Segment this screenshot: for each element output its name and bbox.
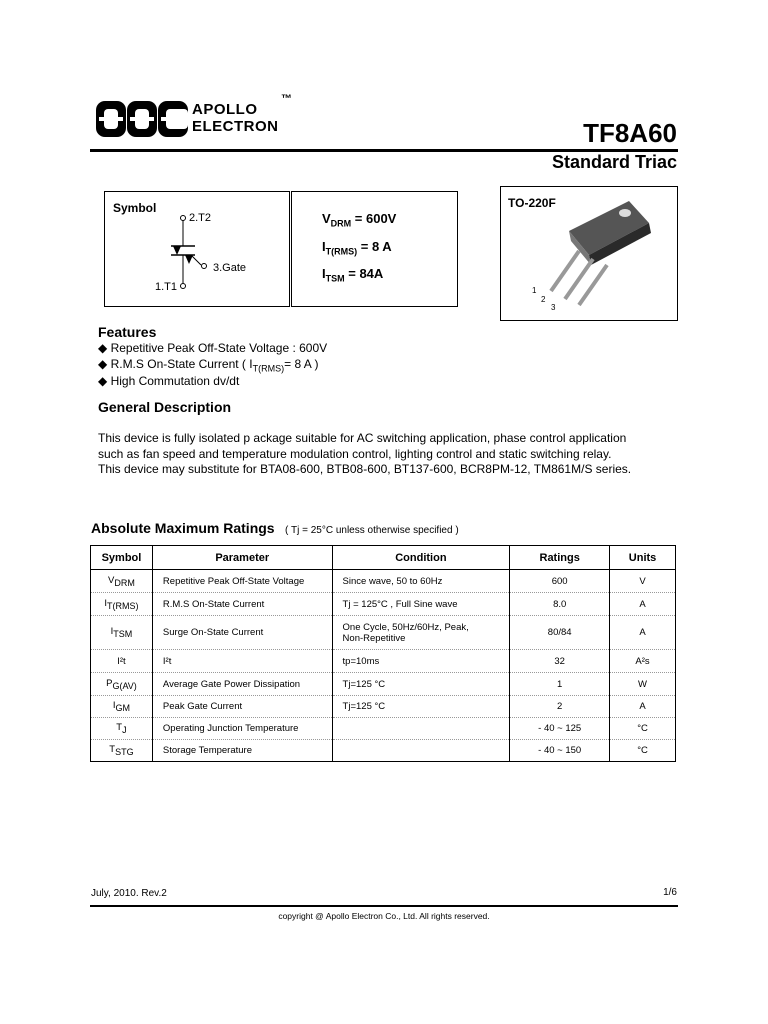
- condition-cell: tp=10ms: [332, 650, 510, 673]
- spec-vdrm: $V_{DRM} = 600V$: [322, 211, 397, 229]
- triac-symbol-icon: [165, 214, 215, 290]
- condition-cell: Since wave, 50 to 60Hz: [332, 570, 510, 593]
- table-row: [91, 570, 676, 593]
- table-row: [91, 718, 676, 740]
- feature-item: ◆ R.M.S On-State Current ( $I_{T(RMS)}= 8$ A ): [98, 357, 319, 374]
- column-header: Symbol: [91, 546, 153, 570]
- symbol-title: Symbol: [113, 201, 157, 215]
- part-number: TF8A60: [583, 118, 677, 148]
- trademark-symbol: ™: [281, 93, 292, 105]
- unit-cell: V: [610, 570, 676, 593]
- package-title: TO-220F: [508, 196, 556, 210]
- symbol-cell: $P_{G(AV)}$: [91, 673, 153, 696]
- features-heading: Features: [98, 324, 157, 340]
- table-row: [91, 740, 676, 762]
- column-header: Condition: [332, 546, 510, 570]
- unit-cell: A: [610, 616, 676, 650]
- footer-rule: [90, 905, 678, 907]
- pin-2-label: 2: [541, 295, 546, 304]
- table-header-row: [91, 546, 676, 570]
- symbol-cell: I²t: [91, 650, 153, 673]
- rating-cell: 80/84: [510, 616, 610, 650]
- general-description-heading: General Description: [98, 399, 232, 415]
- copyright-notice: copyright @ Apollo Electron Co., Ltd. All rights reserved.: [278, 911, 490, 921]
- symbol-cell: $V_{DRM}$: [91, 570, 153, 593]
- symbol-cell: $T_{STG}$: [91, 740, 153, 762]
- parameter-cell: Repetitive Peak Off-State Voltage: [152, 570, 332, 593]
- symbol-box: [104, 191, 290, 307]
- parameter-cell: R.M.S On-State Current: [152, 593, 332, 616]
- package-box: [500, 186, 678, 321]
- table-row: [91, 650, 676, 673]
- feature-item: ◆ High Commutation dv/dt: [98, 374, 240, 388]
- apollo-logo-mark: [96, 100, 188, 138]
- condition-cell: Tj = 125°C , Full Sine wave: [332, 593, 510, 616]
- condition-cell: One Cycle, 50Hz/60Hz, Peak, Non-Repetitive: [332, 616, 510, 650]
- condition-cell: [332, 740, 510, 762]
- ratings-note: ( Tj = 25°C unless otherwise specified ): [285, 525, 459, 536]
- rating-cell: - 40 ~ 150: [510, 740, 610, 762]
- unit-cell: W: [610, 673, 676, 696]
- parameter-cell: Average Gate Power Dissipation: [152, 673, 332, 696]
- feature-item: ◆ Repetitive Peak Off-State Voltage : 600V: [98, 341, 328, 355]
- pin-3-label: 3: [551, 303, 556, 312]
- ratings-heading: Absolute Maximum Ratings: [91, 520, 275, 536]
- rating-cell: 1: [510, 673, 610, 696]
- symbol-cell: $I_{GM}$: [91, 696, 153, 718]
- parameter-cell: I²t: [152, 650, 332, 673]
- parameter-cell: Storage Temperature: [152, 740, 332, 762]
- brand-name: APOLLO ELECTRON: [192, 101, 279, 135]
- table-row: [91, 673, 676, 696]
- symbol-cell: $T_J$: [91, 718, 153, 740]
- rating-cell: 600: [510, 570, 610, 593]
- table-row: [91, 616, 676, 650]
- unit-cell: °C: [610, 718, 676, 740]
- terminal-t2-label: 2.T2: [189, 212, 212, 224]
- rating-cell: - 40 ~ 125: [510, 718, 610, 740]
- gate-label: 3.Gate: [213, 262, 247, 274]
- symbol-cell: $I_{TSM}$: [91, 616, 153, 650]
- symbol-cell: $I_{T(RMS)}$: [91, 593, 153, 616]
- column-header: Parameter: [152, 546, 332, 570]
- rating-cell: 2: [510, 696, 610, 718]
- parameter-cell: Operating Junction Temperature: [152, 718, 332, 740]
- device-subtitle: Standard Triac: [551, 152, 677, 172]
- unit-cell: A: [610, 593, 676, 616]
- rating-cell: 8.0: [510, 593, 610, 616]
- column-header: Ratings: [510, 546, 610, 570]
- ratings-heading-row: [91, 520, 459, 538]
- unit-cell: A²s: [610, 650, 676, 673]
- pin-1-label: 1: [532, 286, 537, 295]
- table-row: [91, 696, 676, 718]
- revision-date: July, 2010. Rev.2: [91, 888, 167, 899]
- key-specs-box: [291, 191, 458, 307]
- spec-it-rms: $I_{T(RMS)} = 8$ A: [322, 239, 392, 257]
- column-header: Units: [610, 546, 676, 570]
- condition-cell: [332, 718, 510, 740]
- unit-cell: A: [610, 696, 676, 718]
- parameter-cell: Peak Gate Current: [152, 696, 332, 718]
- rating-cell: 32: [510, 650, 610, 673]
- spec-itsm: $I_{TSM} = 84A$: [322, 266, 384, 284]
- table-row: [91, 593, 676, 616]
- parameter-cell: Surge On-State Current: [152, 616, 332, 650]
- ratings-table: [90, 545, 676, 762]
- condition-cell: Tj=125 °C: [332, 696, 510, 718]
- general-description-text: This device is fully isolated p ackage suitable for AC switching application, phase control application such as fan speed and temperature modulation control, lighting control and static switching relay. This device may substitute for BTA08-600, BTB08-600, BT137-600, BCR8PM-12, TM861M/S series.: [98, 431, 632, 476]
- terminal-t1-label: 1.T1: [155, 281, 178, 293]
- unit-cell: °C: [610, 740, 676, 762]
- condition-cell: Tj=125 °C: [332, 673, 510, 696]
- page-number: 1/6: [663, 887, 677, 898]
